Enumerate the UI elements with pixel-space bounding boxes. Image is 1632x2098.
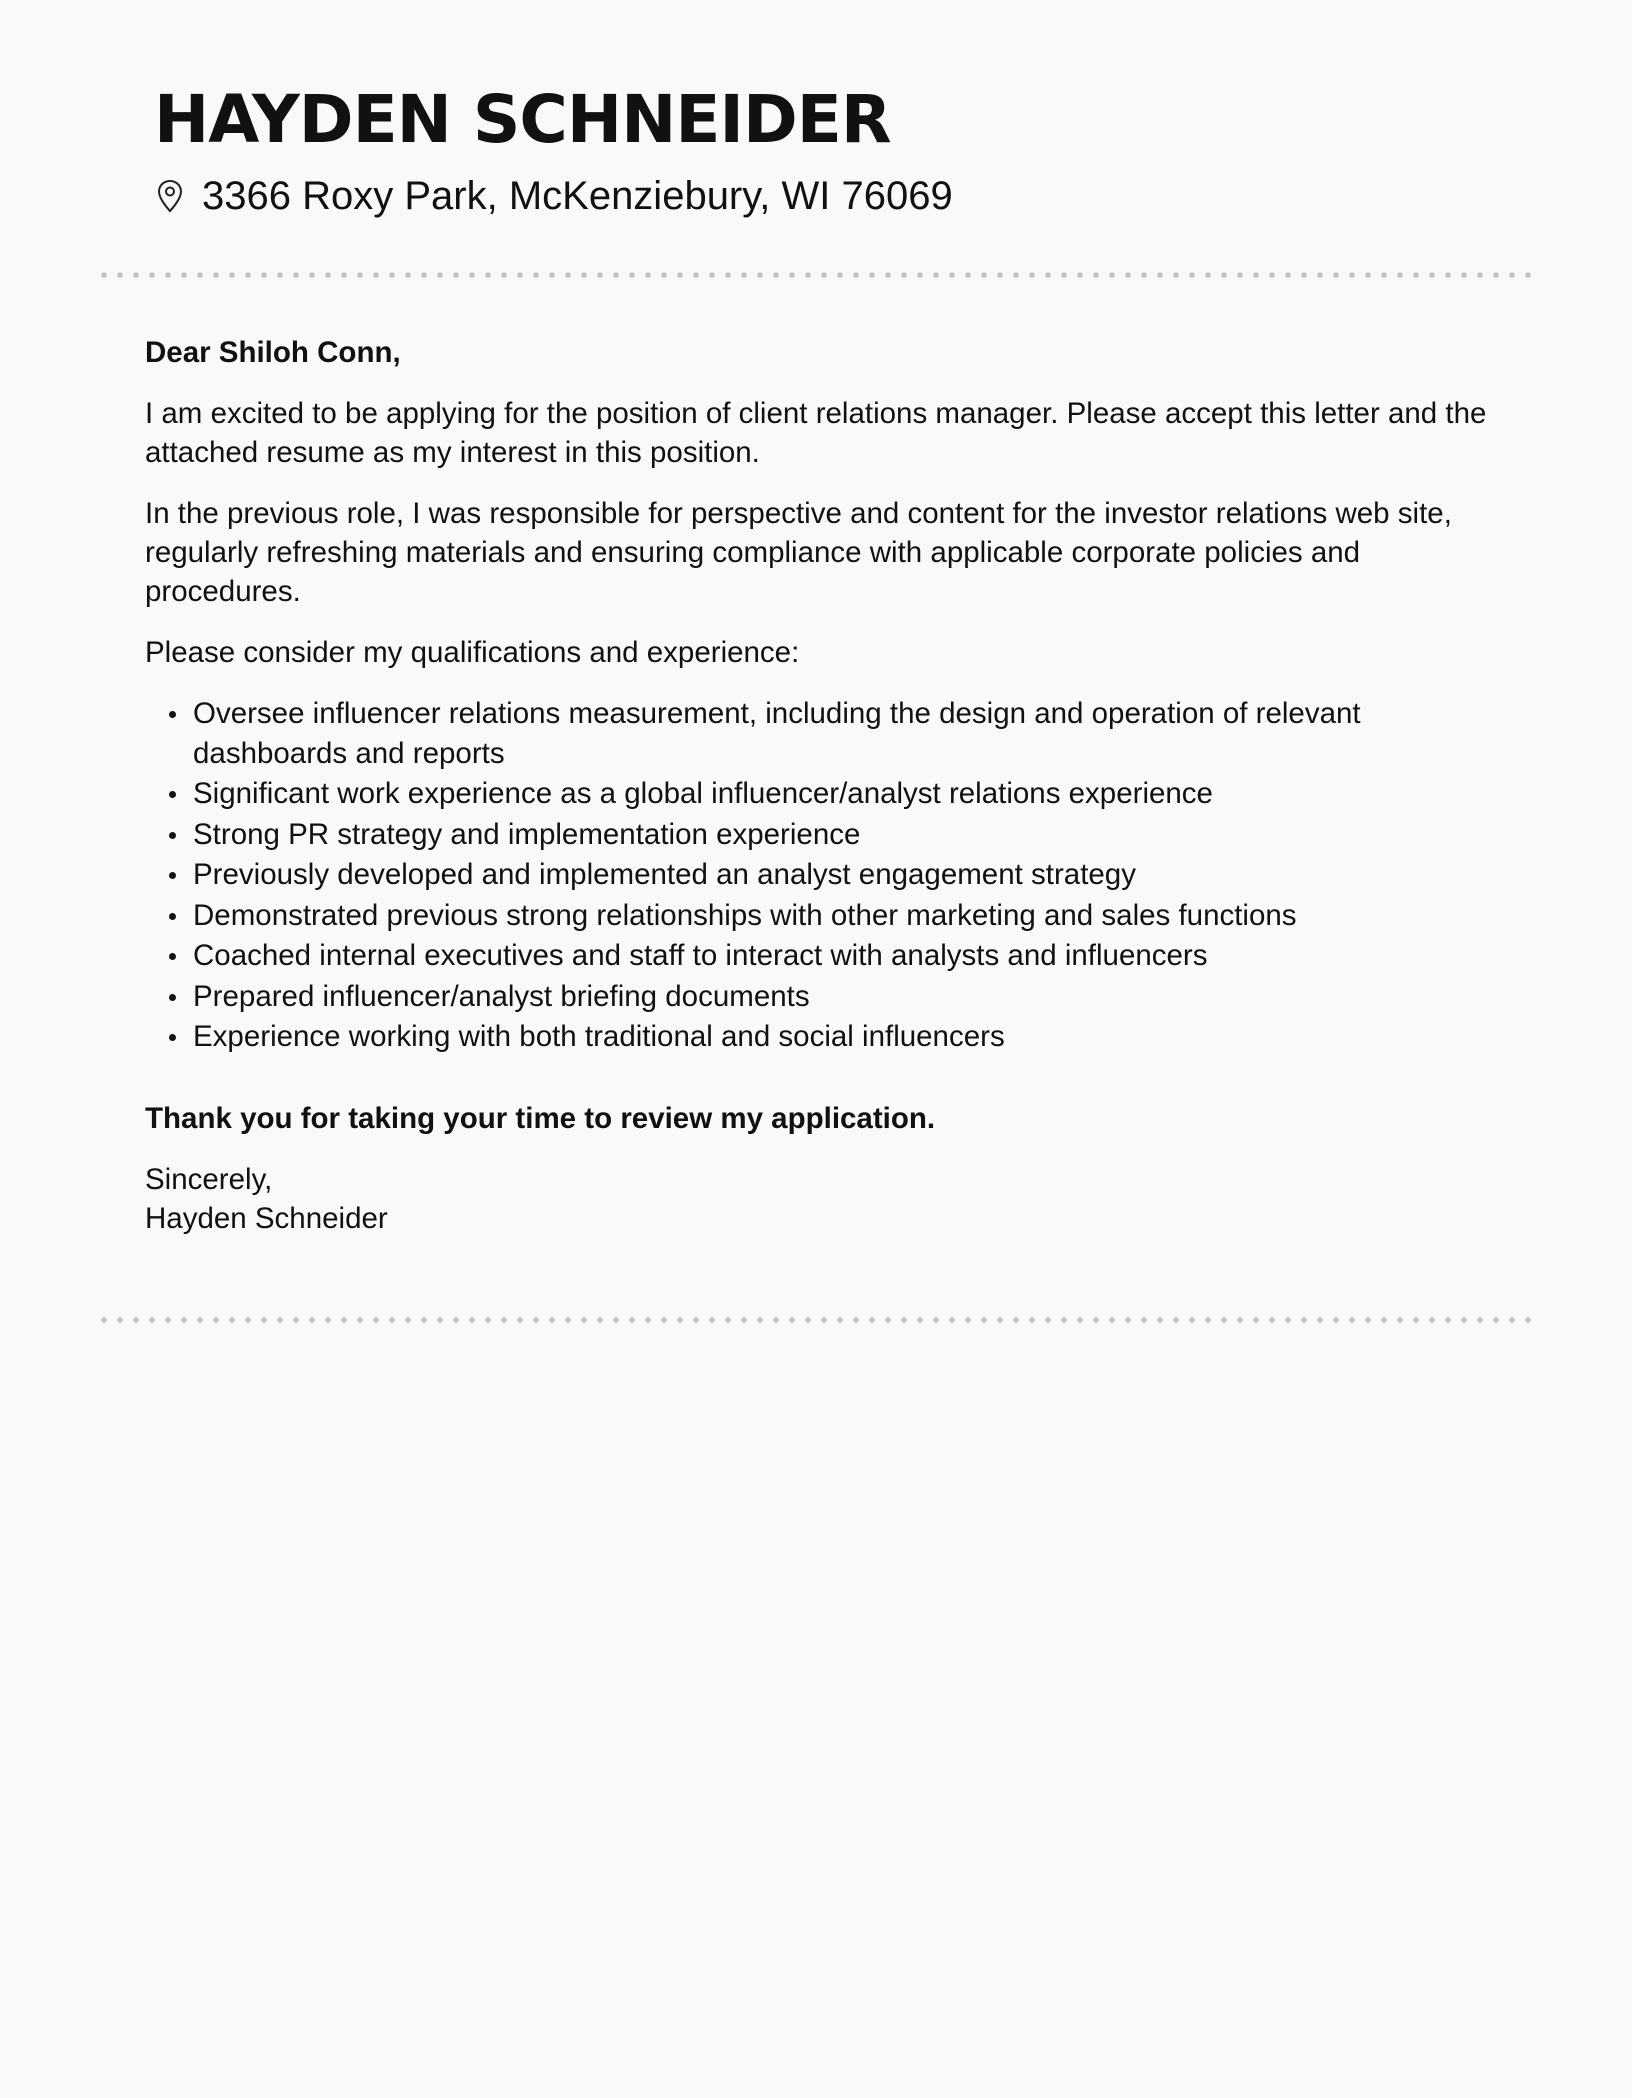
list-item: Demonstrated previous strong relationships with other marketing and sales functions	[193, 896, 1495, 936]
applicant-name: HAYDEN SCHNEIDER	[154, 81, 891, 158]
top-dotted-divider	[96, 272, 1536, 278]
list-item: Previously developed and implemented an analyst engagement strategy	[193, 855, 1495, 895]
signature-name: Hayden Schneider	[145, 1201, 388, 1235]
list-item: Coached internal executives and staff to interact with analysts and influencers	[193, 936, 1495, 976]
applicant-address: 3366 Roxy Park, McKenziebury, WI 76069	[202, 174, 953, 218]
map-pin-icon	[154, 178, 186, 214]
list-item: Strong PR strategy and implementation experience	[193, 815, 1495, 855]
qualifications-lead-in: Please consider my qualifications and experience:	[145, 636, 800, 669]
letter-header	[154, 78, 1454, 222]
qualifications-list	[145, 694, 1495, 1057]
intro-paragraph: I am excited to be applying for the position of client relations manager. Please accept this letter and the attached resume as my interest in this position.	[145, 397, 1487, 469]
list-item: Prepared influencer/analyst briefing documents	[193, 977, 1495, 1017]
list-item: Significant work experience as a global influencer/analyst relations experience	[193, 774, 1495, 814]
list-item: Experience working with both traditional and social influencers	[193, 1017, 1495, 1057]
closing-statement: Thank you for taking your time to review my application.	[145, 1101, 936, 1135]
signoff: Sincerely,	[145, 1162, 273, 1196]
salutation: Dear Shiloh Conn,	[145, 336, 401, 369]
bottom-dotted-divider	[96, 1317, 1536, 1323]
list-item: Oversee influencer relations measurement, including the design and operation of relevant dashboards and reports	[193, 694, 1495, 773]
experience-paragraph: In the previous role, I was responsible for perspective and content for the investor relations web site, regularly refreshing materials and ensuring compliance with applicable corporate policies and procedures.	[145, 497, 1452, 608]
address-row	[154, 170, 1454, 222]
letter-body	[145, 333, 1495, 1238]
